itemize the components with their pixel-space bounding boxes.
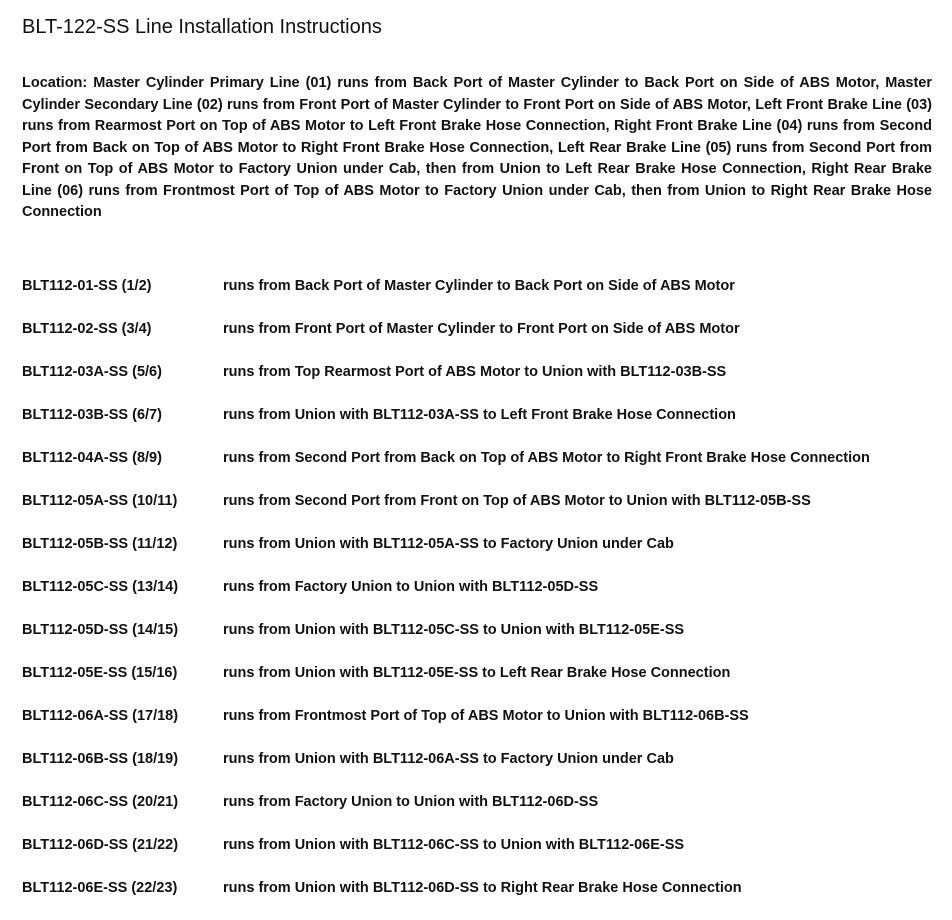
part-id: BLT112-03A-SS (5/6) <box>22 364 162 380</box>
part-description: runs from Back Port of Master Cylinder to Back Port on Side of ABS Motor <box>223 278 735 294</box>
part-id: BLT112-06C-SS (20/21) <box>22 794 179 810</box>
part-description: runs from Second Port from Back on Top of ABS Motor to Right Front Brake Hose Connection <box>223 450 870 466</box>
document-title: BLT-122-SS Line Installation Instructions <box>22 16 382 38</box>
list-item <box>22 705 942 748</box>
part-description: runs from Union with BLT112-03A-SS to Left Front Brake Hose Connection <box>223 407 736 423</box>
part-id: BLT112-06B-SS (18/19) <box>22 751 179 767</box>
part-id: BLT112-04A-SS (8/9) <box>22 450 162 466</box>
list-item <box>22 877 942 920</box>
part-description: runs from Factory Union to Union with BLT112-05D-SS <box>223 579 599 595</box>
part-description: runs from Union with BLT112-06C-SS to Union with BLT112-06E-SS <box>223 837 685 853</box>
list-item <box>22 533 942 576</box>
part-id: BLT112-06D-SS (21/22) <box>22 837 179 853</box>
part-id: BLT112-06E-SS (22/23) <box>22 880 178 896</box>
list-item <box>22 404 942 447</box>
part-description: runs from Second Port from Front on Top of ABS Motor to Union with BLT112-05B-SS <box>223 493 811 509</box>
list-item <box>22 318 942 361</box>
part-description: runs from Union with BLT112-05C-SS to Union with BLT112-05E-SS <box>223 622 685 638</box>
list-item <box>22 834 942 877</box>
part-id: BLT112-05A-SS (10/11) <box>22 493 178 509</box>
part-description: runs from Top Rearmost Port of ABS Motor to Union with BLT112-03B-SS <box>223 364 727 380</box>
list-item <box>22 361 942 404</box>
parts-list <box>22 275 942 920</box>
part-id: BLT112-06A-SS (17/18) <box>22 708 179 724</box>
part-description: runs from Front Port of Master Cylinder to Front Port on Side of ABS Motor <box>223 321 740 337</box>
part-id: BLT112-05D-SS (14/15) <box>22 622 179 638</box>
part-id: BLT112-02-SS (3/4) <box>22 321 152 337</box>
list-item <box>22 619 942 662</box>
part-description: runs from Frontmost Port of Top of ABS Motor to Union with BLT112-06B-SS <box>223 708 749 724</box>
part-description: runs from Factory Union to Union with BLT112-06D-SS <box>223 794 599 810</box>
list-item <box>22 490 942 533</box>
list-item <box>22 791 942 834</box>
list-item <box>22 275 942 318</box>
part-id: BLT112-05E-SS (15/16) <box>22 665 178 681</box>
location-paragraph: Location: Master Cylinder Primary Line (01) runs from Back Port of Master Cylinder to Back Port on Side of ABS Motor, Master Cylinder Secondary Line (02) runs from Front Port of Master Cylinder to Front Port on Side of ABS Motor, Left Front Brake Line (03) runs from Rearmost Port on Top of ABS Motor to Left Front Brake Hose Connection, Right Front Brake Line (04) runs from Second Port from Back on Top of ABS Motor to Right Front Brake Hose Connection, Left Rear Brake Line (05) runs from Second Port from Front on Top of ABS Motor to Factory Union under Cab, then from Union to Left Rear Brake Hose Connection, Right Rear Brake Line (06) runs from Frontmost Port of Top of ABS Motor to Factory Union under Cab, then from Union to Right Rear Brake Hose Connection <box>22 75 932 220</box>
list-item <box>22 662 942 705</box>
part-description: runs from Union with BLT112-05E-SS to Left Rear Brake Hose Connection <box>223 665 731 681</box>
part-description: runs from Union with BLT112-05A-SS to Factory Union under Cab <box>223 536 674 552</box>
part-description: runs from Union with BLT112-06D-SS to Right Rear Brake Hose Connection <box>223 880 742 896</box>
part-id: BLT112-05C-SS (13/14) <box>22 579 179 595</box>
part-id: BLT112-03B-SS (6/7) <box>22 407 162 423</box>
list-item <box>22 447 942 490</box>
part-id: BLT112-01-SS (1/2) <box>22 278 152 294</box>
part-description: runs from Union with BLT112-06A-SS to Factory Union under Cab <box>223 751 674 767</box>
list-item <box>22 576 942 619</box>
part-id: BLT112-05B-SS (11/12) <box>22 536 178 552</box>
list-item <box>22 748 942 791</box>
